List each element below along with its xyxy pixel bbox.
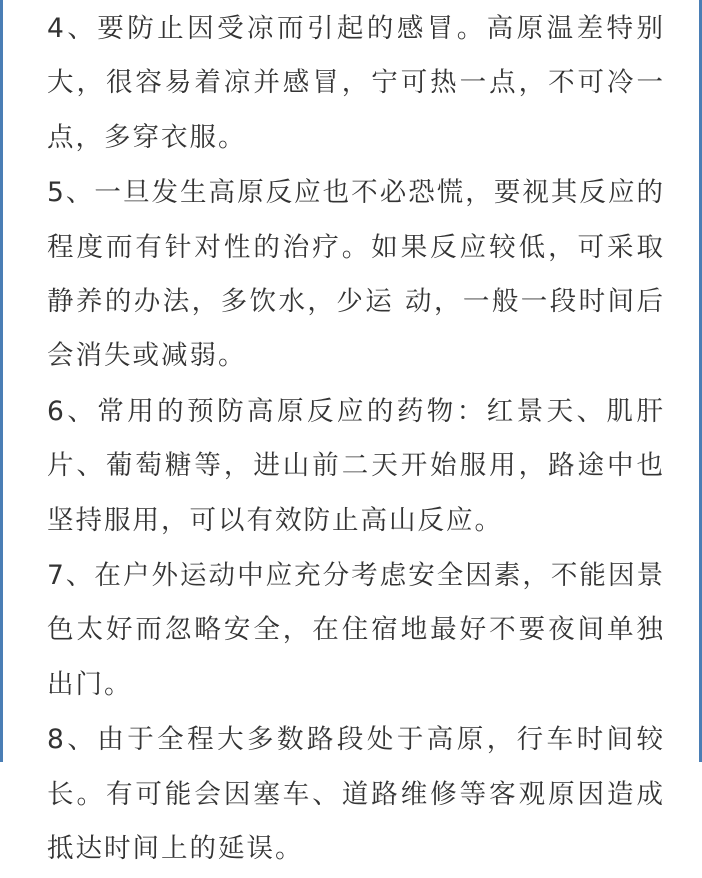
tip-paragraph-4: 4、要防止因受凉而引起的感冒。高原温差特别大，很容易着凉并感冒，宁可热一点，不可冷一点，多穿衣服。 [47, 13, 665, 153]
tip-paragraph-5: 5、一旦发生高原反应也不必恐慌，要视其反应的程度而有针对性的治疗。如果反应较低，可采取静养的办法，多饮水，少运 动，一般一段时间后会消失或减弱。 [47, 177, 665, 372]
tip-paragraph-7: 7、在户外运动中应充分考虑安全因素，不能因景色太好而忽略安全，在住宿地最好不要夜间单独出门。 [47, 560, 665, 700]
tip-paragraph-8: 8、由于全程大多数路段处于高原，行车时间较长。有可能会因塞车、道路维修等客观原因造成抵达时间上的延误。 [47, 724, 665, 865]
tips-list [47, 2, 665, 878]
tip-paragraph-6: 6、常用的预防高原反应的药物：红景天、肌肝片、葡萄糖等，进山前二天开始服用，路途中也坚持服用，可以有效防止高山反应。 [47, 395, 665, 536]
